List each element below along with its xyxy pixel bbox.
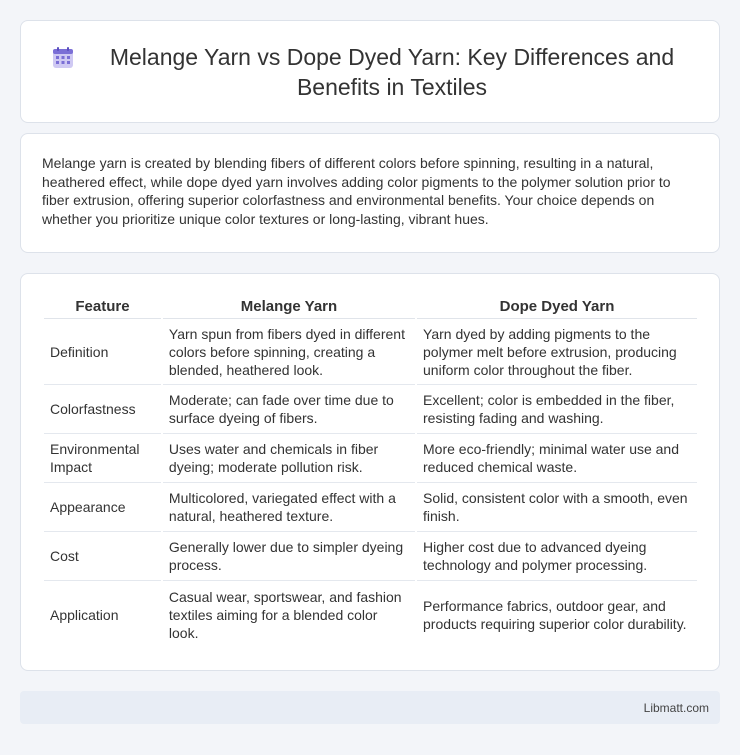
table-row <box>44 483 697 532</box>
comparison-card <box>20 273 720 671</box>
table-row <box>44 385 697 434</box>
table-row <box>44 581 697 649</box>
row-dope-dyed: Performance fabrics, outdoor gear, and products requiring superior color durability. <box>423 598 687 632</box>
row-melange: Moderate; can fade over time due to surface dyeing of fibers. <box>163 385 415 434</box>
calendar-grid-icon <box>51 46 75 70</box>
row-feature: Cost <box>44 532 161 581</box>
row-melange: Casual wear, sportswear, and fashion textiles aiming for a blended color look. <box>168 589 402 641</box>
comparison-table <box>42 296 699 649</box>
table-row <box>44 319 697 385</box>
footer <box>20 691 720 724</box>
row-dope-dyed: Yarn dyed by adding pigments to the polymer melt before extrusion, producing uniform color throughout the fiber. <box>417 319 697 385</box>
row-feature: Appearance <box>44 483 161 532</box>
row-dope-dyed: Excellent; color is embedded in the fiber, resisting fading and washing. <box>417 385 697 434</box>
row-feature: Definition <box>44 319 161 385</box>
row-feature: Application <box>50 607 119 623</box>
table-row <box>44 434 697 483</box>
row-melange: Uses water and chemicals in fiber dyeing; moderate pollution risk. <box>163 434 415 483</box>
row-feature: Environmental Impact <box>44 434 161 483</box>
title-card <box>20 20 720 123</box>
header-melange: Melange Yarn <box>163 296 415 319</box>
header-dope-dyed: Dope Dyed Yarn <box>417 296 697 319</box>
page-title: Melange Yarn vs Dope Dyed Yarn: Key Differences and Benefits in Textiles <box>109 43 675 100</box>
table-row <box>44 532 697 581</box>
row-melange: Multicolored, variegated effect with a natural, heathered texture. <box>163 483 415 532</box>
row-dope-dyed: More eco-friendly; minimal water use and reduced chemical waste. <box>417 434 697 483</box>
table-header-row <box>44 296 697 319</box>
row-dope-dyed: Higher cost due to advanced dyeing technology and polymer processing. <box>417 532 697 581</box>
row-feature: Colorfastness <box>44 385 161 434</box>
row-melange: Yarn spun from fibers dyed in different colors before spinning, creating a blended, heathered look. <box>163 319 415 385</box>
row-melange: Generally lower due to simpler dyeing process. <box>163 532 415 581</box>
intro-card <box>20 133 720 253</box>
intro-paragraph: Melange yarn is created by blending fibers of different colors before spinning, resulting in a natural, heathered effect, while dope dyed yarn involves adding color pigments to the polymer solution prior to fiber extrusion, offering superior colorfastness and environmental benefits. Your choice depends on whether you prioritize unique color textures or long-lasting, vibrant hues. <box>42 155 671 227</box>
header-feature: Feature <box>44 296 161 319</box>
row-dope-dyed: Solid, consistent color with a smooth, even finish. <box>417 483 697 532</box>
footer-brand-link[interactable]: Libmatt.com <box>643 700 709 715</box>
